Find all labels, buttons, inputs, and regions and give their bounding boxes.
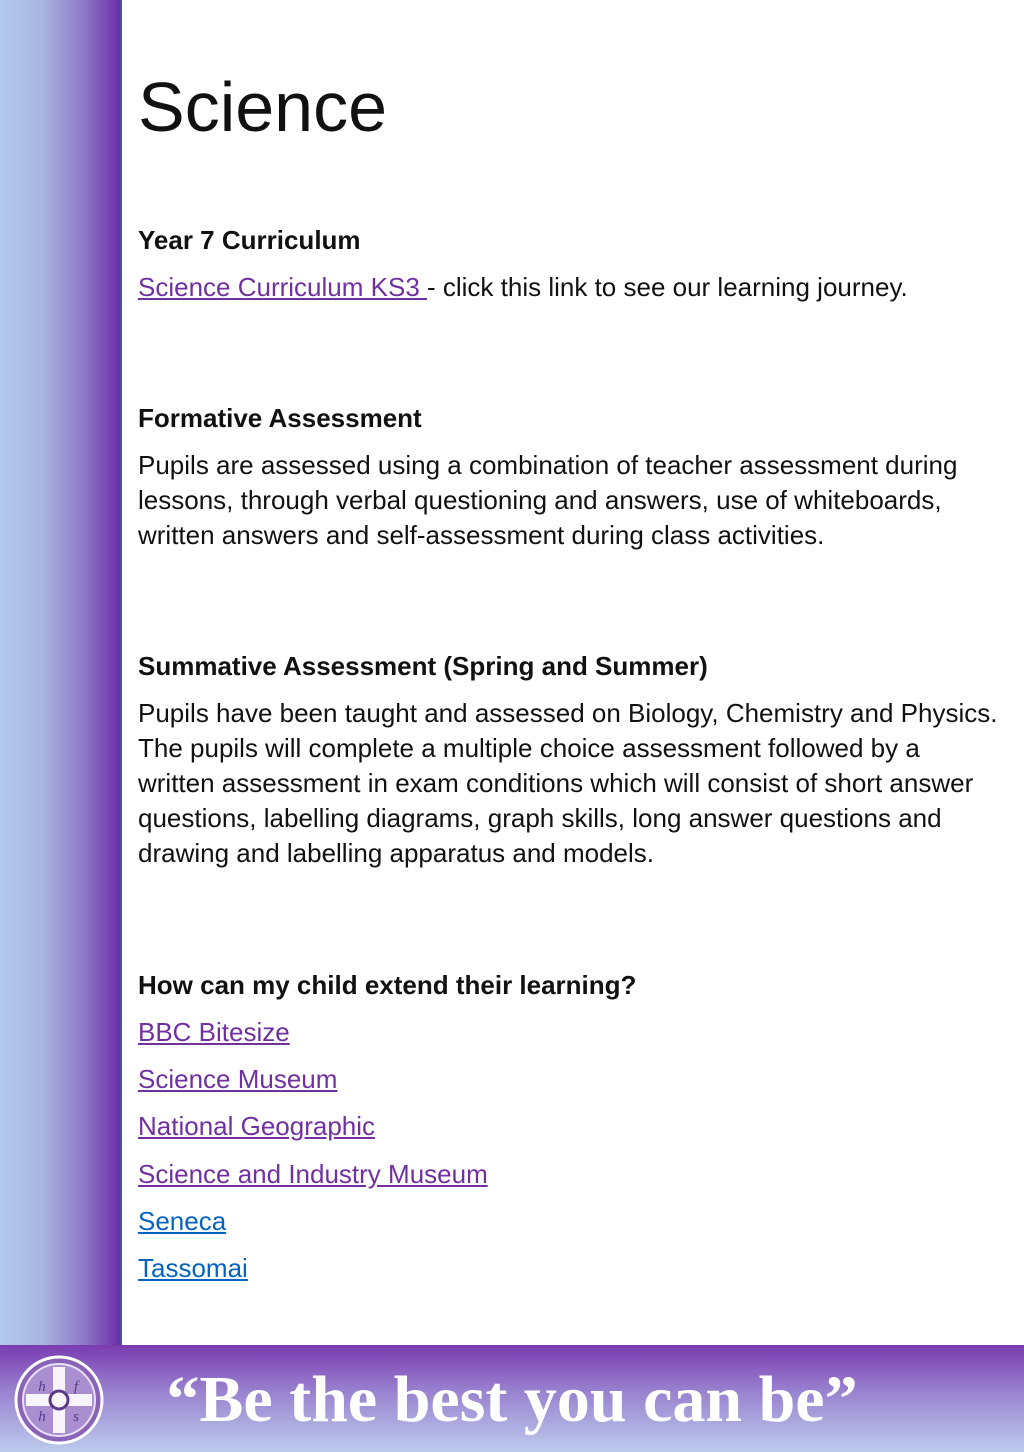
page-title: Science	[138, 68, 388, 146]
link-science-museum[interactable]: Science Museum	[138, 1064, 338, 1094]
extend-heading: How can my child extend their learning?	[138, 970, 637, 1000]
link-national-geographic[interactable]: National Geographic	[138, 1111, 376, 1141]
link-bbc-bitesize[interactable]: BBC Bitesize	[138, 1017, 290, 1047]
side-decoration-bar	[0, 0, 122, 1345]
crest-letter-1: h	[38, 1379, 46, 1395]
curriculum-heading: Year 7 Curriculum	[138, 225, 361, 255]
curriculum-link[interactable]: Science Curriculum KS3	[138, 272, 427, 302]
crest-letter-3: h	[38, 1409, 46, 1425]
footer-banner	[0, 1345, 1024, 1452]
crest-letter-2: f	[73, 1379, 79, 1395]
link-tassomai[interactable]: Tassomai	[138, 1253, 248, 1283]
school-motto: “Be the best you can be”	[166, 1363, 858, 1436]
curriculum-description: - click this link to see our learning journey.	[427, 272, 908, 302]
curriculum-paragraph	[138, 270, 1003, 305]
summative-paragraph: Pupils have been taught and assessed on Biology, Chemistry and Physics. The pupils will complete a multiple choice assessment followed by a written assessment in exam conditions which will consist of short answer questions, labelling diagrams, graph skills, long answer questions and drawing and labelling apparatus and models.	[138, 698, 998, 868]
link-seneca[interactable]: Seneca	[138, 1206, 227, 1236]
crest-letter-4: s	[73, 1409, 79, 1425]
link-science-industry-museum[interactable]: Science and Industry Museum	[138, 1159, 488, 1189]
formative-paragraph: Pupils are assessed using a combination of teacher assessment during lessons, through verbal questioning and answers, use of whiteboards, written answers and self-assessment during class activities.	[138, 450, 958, 550]
formative-heading: Formative Assessment	[138, 403, 422, 433]
summative-heading: Summative Assessment (Spring and Summer)	[138, 651, 708, 681]
